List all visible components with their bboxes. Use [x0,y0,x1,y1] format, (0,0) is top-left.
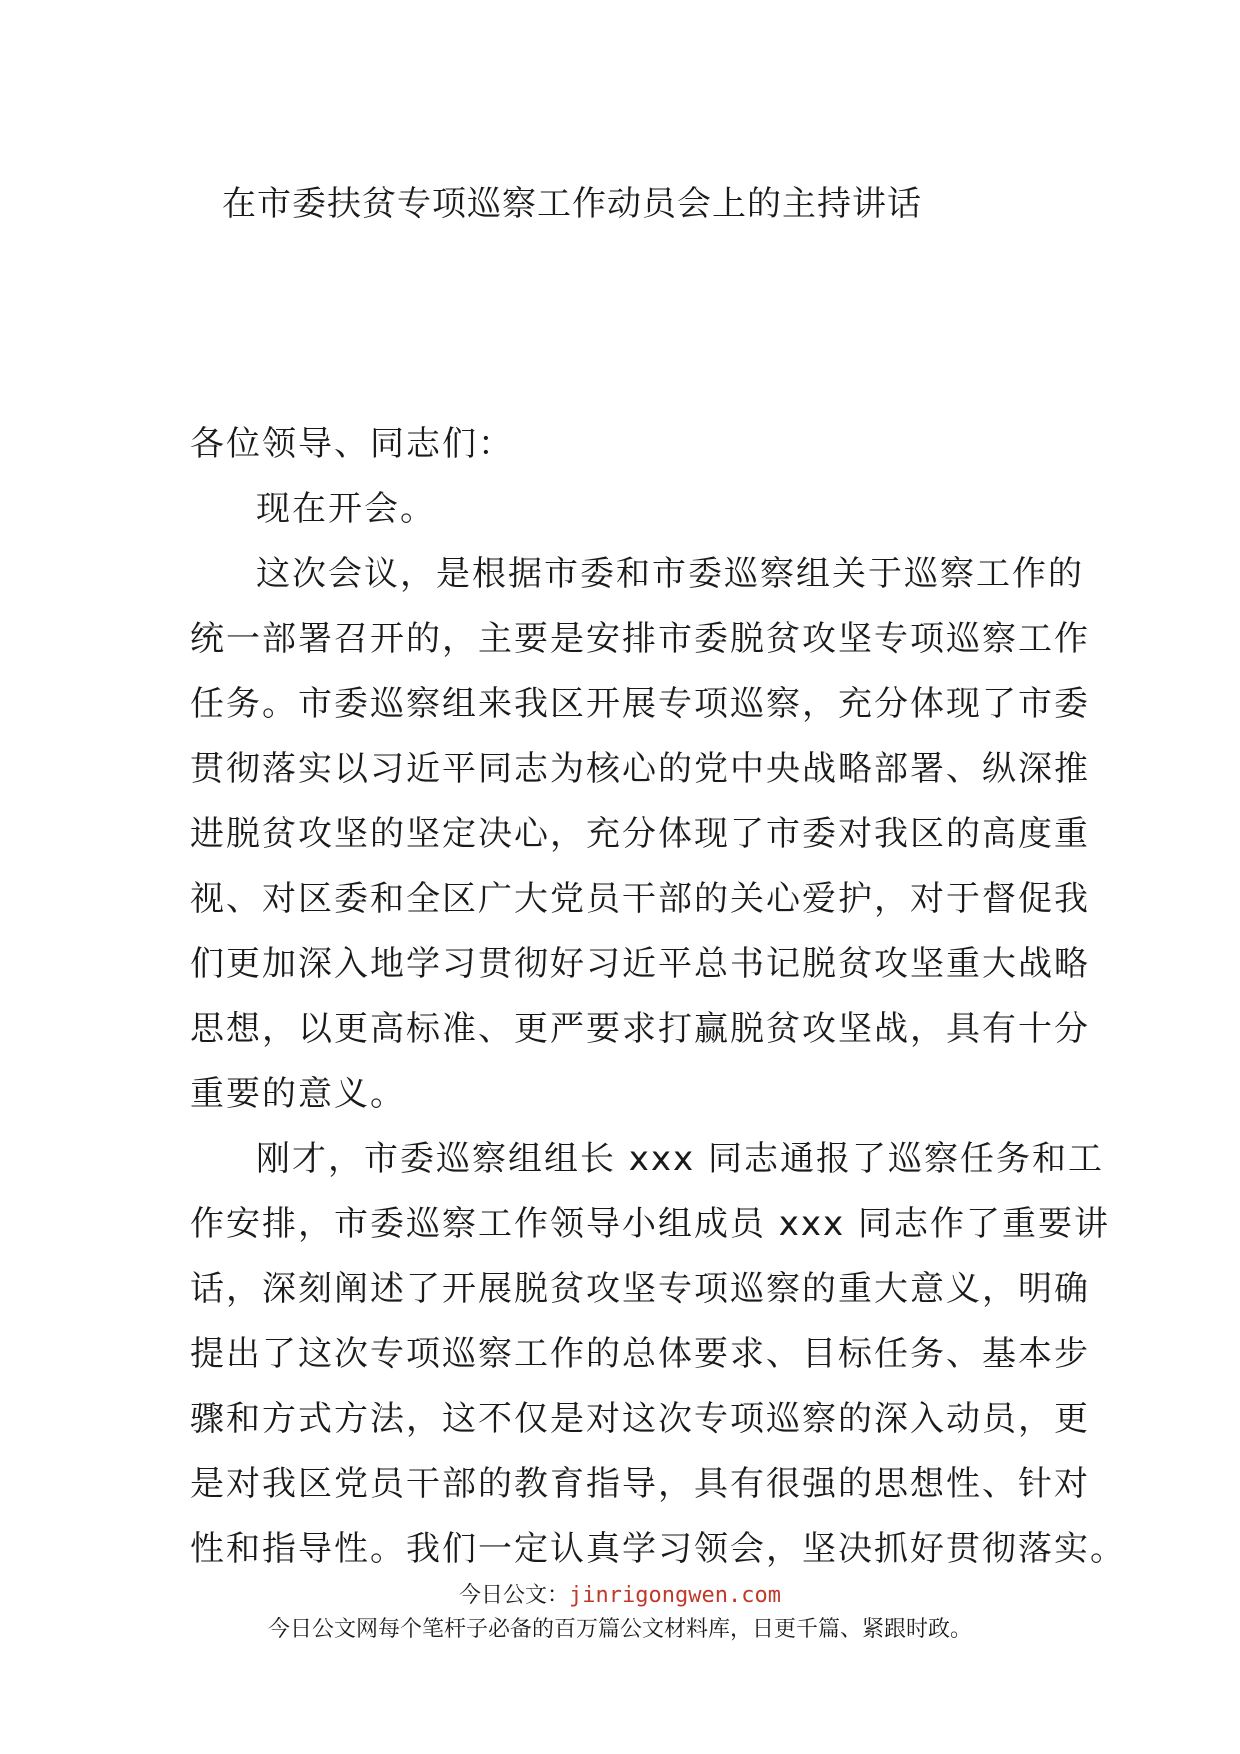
document-title: 在市委扶贫专项巡察工作动员会上的主持讲话 [222,184,922,224]
paragraph-line: 性和指导性。我们一定认真学习领会，坚决抓好贯彻落实。 [190,1529,1126,1569]
paragraph-line: 们更加深入地学习贯彻好习近平总书记脱贫攻坚重大战略 [190,944,1090,984]
paragraph-line: 进脱贫攻坚的坚定决心，充分体现了市委对我区的高度重 [190,814,1090,854]
paragraph-line: 现在开会。 [256,489,436,529]
footer-url-link[interactable]: jinrigongwen.com [569,1583,781,1608]
paragraph-line: 视、对区委和全区广大党员干部的关心爱护，对于督促我 [190,879,1090,919]
paragraph-line: 思想，以更高标准、更严要求打赢脱贫攻坚战，具有十分 [190,1009,1090,1049]
document-body [190,412,1126,1582]
salutation: 各位领导、同志们： [190,424,514,464]
paragraph-line: 提出了这次专项巡察工作的总体要求、目标任务、基本步 [190,1334,1090,1374]
paragraph-1 [190,477,1050,542]
paragraph-line: 重要的意义。 [190,1074,406,1114]
paragraph-line: 贯彻落实以习近平同志为核心的党中央战略部署、纵深推 [190,749,1090,789]
paragraph-line: 统一部署召开的，主要是安排市委脱贫攻坚专项巡察工作 [190,619,1090,659]
paragraph-line: 是对我区党员干部的教育指导，具有很强的思想性、针对 [190,1464,1090,1504]
footer-tagline: 今日公文网每个笔杆子必备的百万篇公文材料库，日更千篇、紧跟时政。 [267,1617,972,1642]
paragraph-3 [190,1127,1126,1582]
paragraph-line: 作安排，市委巡察工作领导小组成员 xxx 同志作了重要讲 [190,1204,1110,1244]
paragraph-line: 骤和方式方法，这不仅是对这次专项巡察的深入动员，更 [190,1399,1090,1439]
paragraph-2 [190,542,1090,1127]
footer-source [0,1578,1240,1609]
footer-label: 今日公文： [459,1583,570,1608]
paragraph-line: 这次会议，是根据市委和市委巡察组关于巡察工作的 [256,554,1084,594]
paragraph-line: 话，深刻阐述了开展脱贫攻坚专项巡察的重大意义，明确 [190,1269,1090,1309]
paragraph-line: 任务。市委巡察组来我区开展专项巡察，充分体现了市委 [190,684,1090,724]
paragraph-line: 刚才，市委巡察组组长 xxx 同志通报了巡察任务和工 [256,1139,1104,1179]
